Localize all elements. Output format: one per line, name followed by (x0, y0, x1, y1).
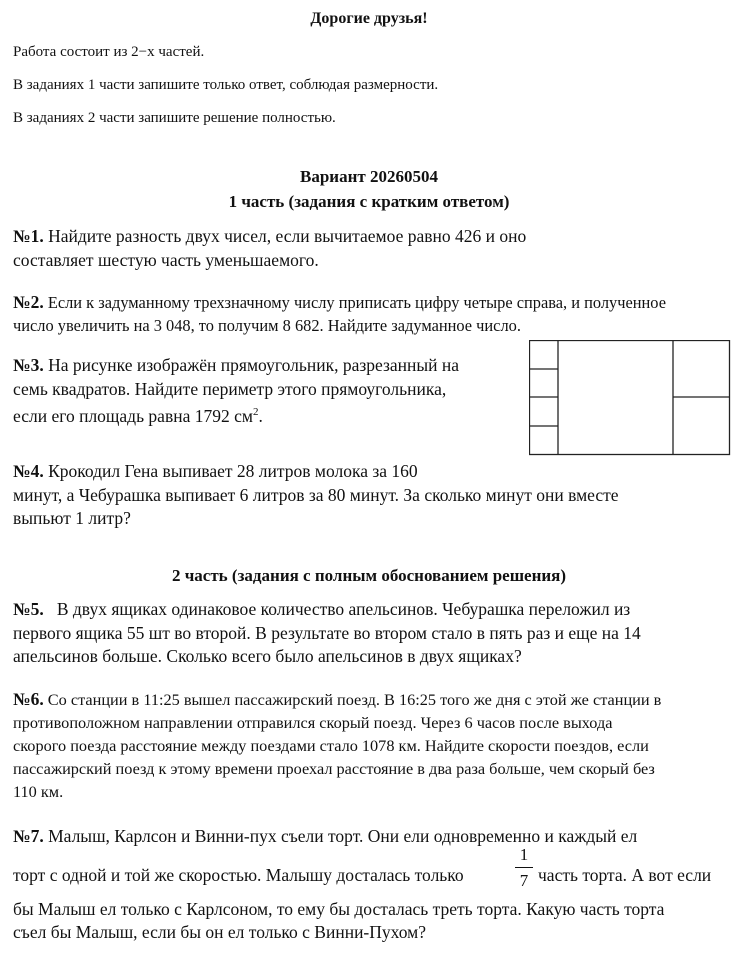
intro-line-3: В заданиях 2 части запишите решение полностью. (13, 110, 336, 126)
task-7-line-2-before: торт с одной и той же скоростью. Малышу досталась только (13, 865, 464, 885)
task-6-line-1: Со станции в 11:25 вышел пассажирский поезд. В 16:25 того же дня с этой же станции в (47, 690, 662, 709)
task-7-number: №7. (13, 826, 44, 846)
task-7-line-4: съел бы Малыш, если бы он ел только с Винни-Пухом? (13, 922, 426, 942)
task-7-line-2-after: часть торта. А вот если (538, 865, 712, 885)
rectangle-squares-figure (529, 340, 731, 456)
task-5-line-2: первого ящика 55 шт во второй. В результате во втором стало в пять раз и еще на 14 (13, 622, 641, 643)
part1-title: 1 часть (задания с кратким ответом) (228, 192, 510, 211)
task-1-line-2: составляет шестую часть уменьшаемого. (13, 249, 319, 270)
task-3-line-2: семь квадратов. Найдите периметр этого прямоугольника, (13, 378, 447, 399)
task-5 (13, 598, 641, 669)
task-4-line-2: минут, а Чебурашка выпивает 6 литров за 80 минут. За сколько минут они вместе (13, 484, 619, 505)
task-6-line-2: противоположном направлении отправился скорый поезд. Через 6 часов после выхода (13, 713, 613, 732)
task-2-number: №2. (13, 292, 44, 312)
task-6-line-5: 110 км. (13, 782, 64, 801)
task-7-line-3: бы Малыш ел только с Карлсоном, то ему бы досталась треть торта. Какую часть торта (13, 899, 665, 919)
intro-line-1: Работа состоит из 2−х частей. (13, 44, 205, 60)
task-3-number: №3. (13, 355, 44, 375)
part2-title: 2 часть (задания с полным обоснованием решения) (171, 566, 567, 585)
fraction-denominator: 7 (519, 871, 529, 890)
task-3-line-3: если его площадь равна 1792 см (13, 405, 253, 426)
task-3-superscript: 2 (252, 406, 259, 418)
task-6-line-4: пассажирский поезд к этому времени проехал расстояние в два раза больше, чем скорый без (13, 759, 655, 778)
task-3-end: . (258, 405, 263, 426)
fraction-bar (515, 867, 533, 868)
task-2 (13, 291, 666, 337)
task-5-line-1: В двух ящиках одинаковое количество апельсинов. Чебурашка переложил из (56, 599, 631, 619)
task-4 (13, 460, 619, 531)
task-4-line-3: выпьют 1 литр? (13, 508, 131, 528)
task-1-line-1: Найдите разность двух чисел, если вычитаемое равно 426 и оно (48, 226, 527, 246)
fraction-numerator: 1 (519, 845, 529, 864)
task-5-number: №5. (13, 599, 44, 619)
task-2-line-1: Если к задуманному трехзначному числу приписать цифру четыре справа, и полученное (47, 293, 666, 312)
task-7-line-1: Малыш, Карлсон и Винни-пух съели торт. Они ели одновременно и каждый ел (48, 826, 638, 846)
task-5-line-3: апельсинов больше. Сколько всего было апельсинов в двух ящиках? (13, 646, 522, 666)
task-6-line-3: скорого поезда расстояние между поездами стало 1078 км. Найдите скорости поездов, если (13, 736, 649, 755)
greeting-heading: Дорогие друзья! (310, 10, 428, 27)
variant-title: Вариант 20260504 (300, 167, 438, 186)
intro-line-2: В заданиях 1 части запишите только ответ, соблюдая размерности. (13, 77, 439, 93)
task-6-number: №6. (13, 689, 44, 709)
task-3-line-1: На рисунке изображён прямоугольник, разрезанный на (48, 355, 460, 375)
task-4-line-1: Крокодил Гена выпивает 28 литров молока за 160 (48, 461, 418, 481)
task-4-number: №4. (13, 461, 44, 481)
task-2-line-2: число увеличить на 3 048, то получим 8 682. Найдите задуманное число. (13, 316, 521, 335)
task-6 (13, 688, 661, 803)
fraction-one-seventh (515, 845, 533, 891)
task-1-number: №1. (13, 226, 44, 246)
task-3 (13, 354, 459, 428)
task-7-line-1-row (13, 825, 637, 849)
task-1 (13, 225, 526, 272)
